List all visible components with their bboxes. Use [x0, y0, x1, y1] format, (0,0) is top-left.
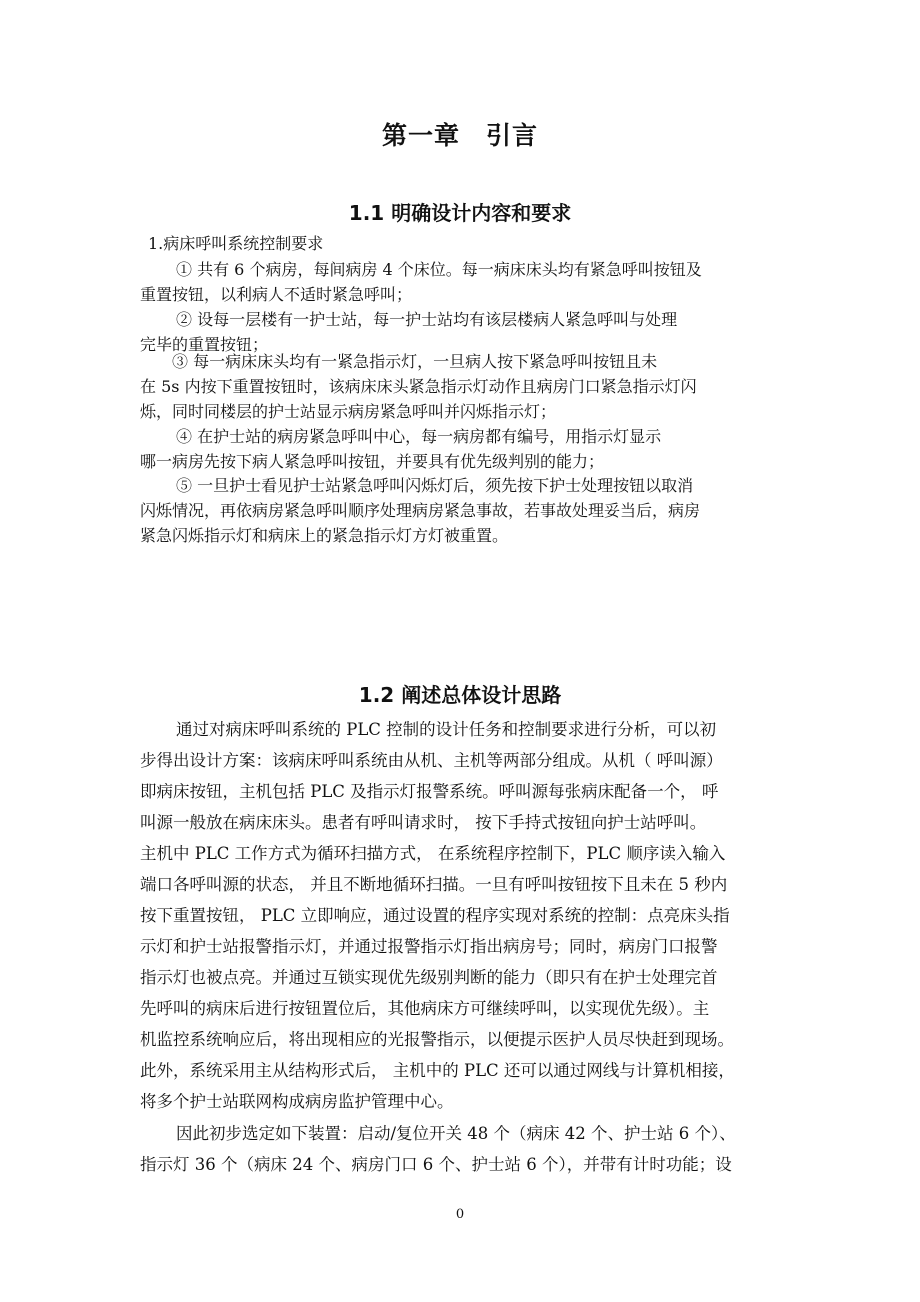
paragraph-line: 将多个护士站联网构成病房监护管理中心。	[140, 1092, 454, 1111]
paragraph-line: 示灯和护士站报警指示灯，并通过报警指示灯指出病房号；同时，病房门口报警	[140, 937, 718, 956]
paragraph-line: ② 设每一层楼有一护士站，每一护士站均有该层楼病人紧急呼叫与处理	[176, 310, 678, 329]
paragraph-line: 端口各呼叫源的状态， 并且不断地循环扫描。一旦有呼叫按钮按下且未在 5 秒内	[140, 875, 728, 894]
paragraph-line: ④ 在护士站的病房紧急呼叫中心，每一病房都有编号，用指示灯显示	[176, 427, 662, 446]
paragraph-line: 紧急闪烁指示灯和病床上的紧急指示灯方灯被重置。	[140, 526, 509, 545]
paragraph-line: 指示灯也被点亮。并通过互锁实现优先级别判断的能力（即只有在护士处理完首	[140, 968, 718, 987]
paragraph-line: 步得出设计方案：该病床呼叫系统由从机、主机等两部分组成。从机（ 呼叫源）	[140, 751, 723, 770]
paragraph-line: 通过对病床呼叫系统的 PLC 控制的设计任务和控制要求进行分析，可以初	[176, 720, 717, 739]
paragraph-line: ③ 每一病床床头均有一紧急指示灯，一旦病人按下紧急呼叫按钮且未	[172, 352, 658, 371]
page-number: 0	[455, 1207, 465, 1222]
paragraph-line: 此外，系统采用主从结构形式后， 主机中的 PLC 还可以通过网线与计算机相接，	[140, 1061, 735, 1080]
paragraph-line: ① 共有 6 个病房，每间病房 4 个床位。每一病床床头均有紧急呼叫按钮及	[176, 260, 702, 279]
chapter-title: 第一章 引言	[381, 121, 538, 150]
paragraph-line: 1.病床呼叫系统控制要求	[148, 234, 324, 253]
paragraph-line: 烁，同时同楼层的护士站显示病房紧急呼叫并闪烁指示灯；	[140, 402, 557, 421]
paragraph-line: 因此初步选定如下装置：启动/复位开关 48 个（病床 42 个、护士站 6 个）、	[176, 1124, 736, 1143]
section-title-1-1: 1.1 明确设计内容和要求	[348, 201, 572, 225]
paragraph-line: 指示灯 36 个（病床 24 个、病房门口 6 个、护士站 6 个），并带有计时功能；设	[140, 1155, 732, 1174]
paragraph-line: 主机中 PLC 工作方式为循环扫描方式， 在系统程序控制下，PLC 顺序读入输入	[140, 844, 726, 863]
paragraph-line: 重置按钮，以利病人不适时紧急呼叫；	[140, 285, 413, 304]
paragraph-line: ⑤ 一旦护士看见护士站紧急呼叫闪烁灯后，须先按下护士处理按钮以取消	[176, 476, 694, 495]
paragraph-line: 机监控系统响应后，将出现相应的光报警指示，以便提示医护人员尽快赶到现场。	[140, 1030, 734, 1049]
paragraph-line: 闪烁情况，再依病房紧急呼叫顺序处理病房紧急事故，若事故处理妥当后，病房	[140, 501, 701, 520]
paragraph-line: 按下重置按钮， PLC 立即响应，通过设置的程序实现对系统的控制：点亮床头指	[140, 906, 730, 925]
section-title-1-2: 1.2 阐述总体设计思路	[358, 683, 562, 707]
paragraph-line: 先呼叫的病床后进行按钮置位后，其他病床方可继续呼叫，以实现优先级）。主	[140, 999, 710, 1018]
paragraph-line: 在 5s 内按下重置按钮时，该病床床头紧急指示灯动作且病房门口紧急指示灯闪	[140, 377, 697, 396]
paragraph-line: 哪一病房先按下病人紧急呼叫按钮，并要具有优先级判别的能力；	[140, 452, 605, 471]
paragraph-line: 完毕的重置按钮；	[140, 335, 269, 354]
paragraph-line: 叫源一般放在病床床头。患者有呼叫请求时， 按下手持式按钮向护士站呼叫。	[140, 813, 707, 832]
paragraph-line: 即病床按钮，主机包括 PLC 及指示灯报警系统。呼叫源每张病床配备一个， 呼	[140, 782, 719, 801]
